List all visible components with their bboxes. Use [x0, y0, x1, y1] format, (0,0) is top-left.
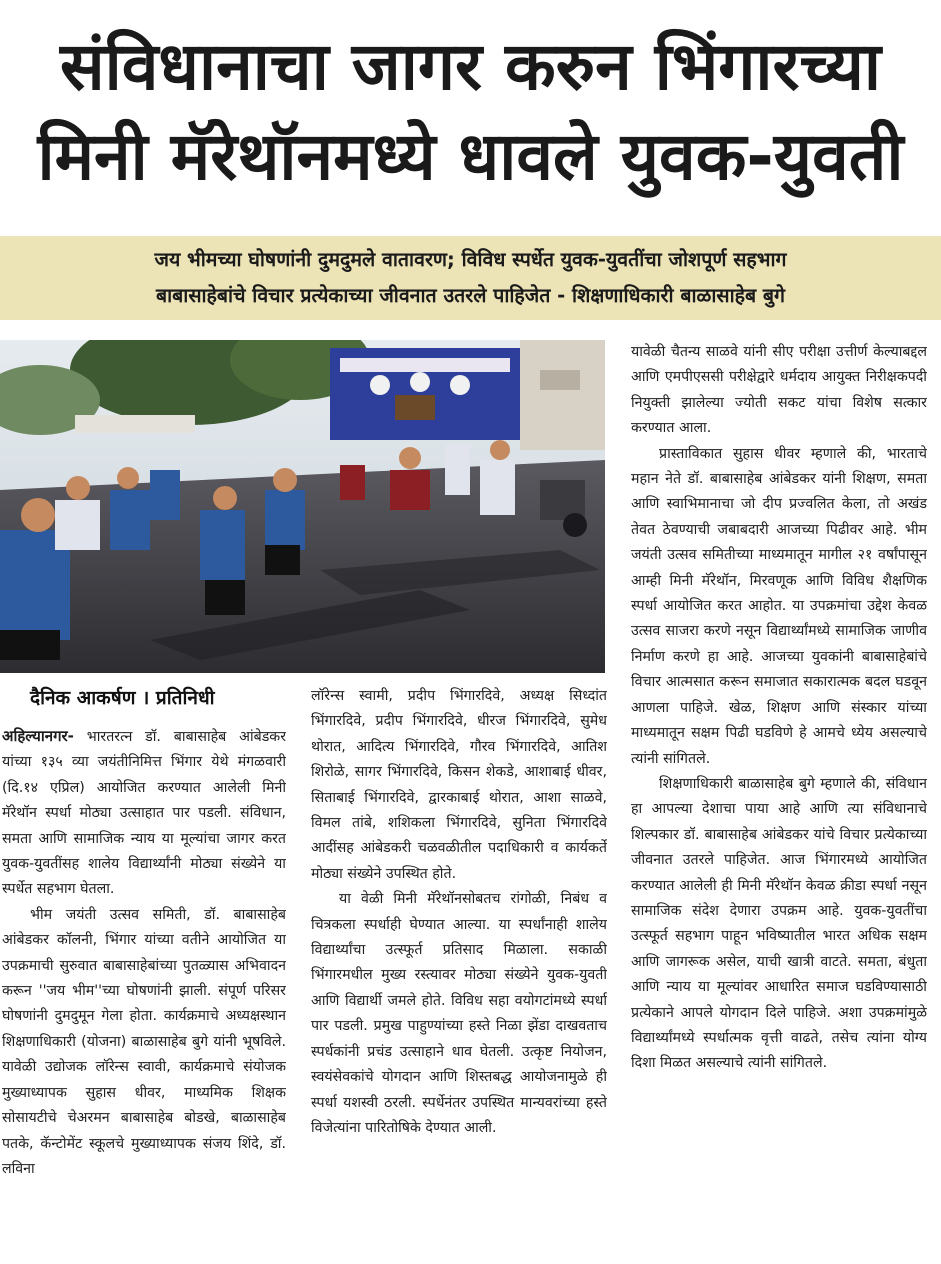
- subheading-line-1: जय भीमच्या घोषणांनी दुमदुमले वातावरण; विविध स्पर्धेत युवक-युवतींचा जोशपूर्ण सहभाग: [154, 248, 787, 271]
- article-text: भारतरत्न डॉ. बाबासाहेब आंबेडकर यांच्या १३५ व्या जयंतीनिमित्त भिंगार येथे मंगळवारी (दि.१४ एप्रिल) आयोजित करण्यात आलेली मिनी मॅरेथॉन स्पर्धा मोठ्या उत्साहात पार पडली. संविधान, समता आणि सामाजिक न्याय या मूल्यांचा जागर करत युवक-युवतींसह शालेय विद्यार्थ्यांनी मोठ्या संख्येने या स्पर्धेत सहभाग घेतला.: [2, 729, 286, 898]
- article-column-2: [311, 684, 607, 1254]
- subheading-band: [0, 236, 941, 320]
- dateline: अहिल्यानगर-: [2, 727, 74, 745]
- marathon-photo: [0, 340, 605, 673]
- headline-line-2: मिनी मॅरेथॉनमध्ये धावले युवक-युवती: [37, 118, 904, 195]
- article-column-3: [631, 340, 927, 1254]
- article-paragraph: लॉरेन्स स्वामी, प्रदीप भिंगारदिवे, अध्यक्ष सिध्दांत भिंगारदिवे, प्रदीप भिंगारदिवे, धीरज भिंगारदिवे, सुमेध थोरात, आदित्य भिंगारदिवे, गौरव भिंगारदिवे, आतिश शिरोळे, सागर भिंगारदिवे, किसन शेकडे, आशाबाई धीवर, सिताबाई भिंगारदिवे, द्वारकाबाई थोरात, आशा साळवे, विमल तांबे, शशिकला भिंगारदिवे, सुनिता भिंगारदिवे आदींसह आंबेडकरी चळवळीतील पदाधिकारी व कार्यकर्ते मोठ्या संख्येने उपस्थित होते.: [311, 688, 607, 882]
- article-paragraph: [2, 724, 286, 903]
- article-paragraph: प्रास्ताविकात सुहास धीवर म्हणाले की, भारताचे महान नेते डॉ. बाबासाहेब आंबेडकर यांनी शिक्षण, समता आणि स्वाभिमानाचा जो दीप प्रज्वलित केला, तो अखंड तेवत ठेवण्याची जबाबदारी आजच्या पिढीवर आहे. भीम जयंती उत्सव समितीच्या माध्यमातून मागील २१ वर्षांपासून आम्ही मिनी मॅरेथॉन, मिरवणूक आणि विविध शैक्षणिक स्पर्धा आयोजित करत आहोत. या उपक्रमांचा उद्देश केवळ उत्सव साजरा करणे नसून विद्यार्थ्यांमध्ये सामाजिक जाणीव निर्माण करणे हा आहे. आजच्या युवकांनी बाबासाहेबांचे विचार आत्मसात करून समाजात सकारात्मक बदल घडवून आणला पाहिजे. खेळ, शिक्षण आणि संस्कार यांच्या माध्यमातून सक्षम पिढी घडविणे हे आमचे ध्येय असल्याचे त्यांनी सांगितले.: [631, 445, 927, 767]
- headline: [0, 22, 941, 202]
- article-paragraph: या वेळी मिनी मॅरेथॉनसोबतच रांगोळी, निबंध व चित्रकला स्पर्धाही घेण्यात आल्या. या स्पर्धांनाही शालेय विद्यार्थ्यांचा उत्स्फूर्त प्रतिसाद मिळाला. सकाळी भिंगारमधील मुख्य रस्त्यावर मोठ्या संख्येने युवक-युवती आणि विद्यार्थी जमले होते. विविध सहा वयोगटांमध्ये स्पर्धा पार पडली. प्रमुख पाहुण्यांच्या हस्ते निळा झेंडा दाखवताच स्पर्धकांनी प्रचंड उत्साहाने धाव घेतली. उत्कृष्ट नियोजन, स्वयंसेवकांचे योगदान आणि शिस्तबद्ध आयोजनामुळे ही स्पर्धा यशस्वी ठरली. स्पर्धेनंतर उपस्थित मान्यवरांच्या हस्ते विजेत्यांना पारितोषिके देण्यात आली.: [311, 891, 607, 1136]
- byline: दैनिक आकर्षण । प्रतिनिधी: [30, 687, 215, 709]
- headline-line-1: संविधानाचा जागर करुन भिंगारच्या: [59, 28, 881, 105]
- marathon-photo-illustration: [0, 340, 605, 673]
- subheading-line-2: बाबासाहेबांचे विचार प्रत्येकाच्या जीवनात उतरले पाहिजेत - शिक्षणाधिकारी बाळासाहेब बुगे: [155, 284, 786, 307]
- article-paragraph: भीम जयंती उत्सव समिती, डॉ. बाबासाहेब आंबेडकर कॉलनी, भिंगार यांच्या वतीने आयोजित या उपक्रमाची सुरुवात बाबासाहेबांच्या पुतळ्यास अभिवादन करून ''जय भीम''च्या घोषणांनी झाली. संपूर्ण परिसर घोषणांनी दुमदुमून गेला होता. कार्यक्रमाचे अध्यक्षस्थान शिक्षणाधिकारी (योजना) बाळासाहेब बुगे यांनी भूषविले. यावेळी उद्योजक लॉरेन्स स्वावी, कार्यक्रमाचे संयोजक मुख्याध्यापक सुहास धीवर, माध्यमिक शिक्षक सोसायटीचे चेअरमन बाबासाहेब बोडखे, बाळासाहेब पतके, कॅन्टोमेंट स्कूलचे मुख्याध्यापक संजय शिंदे, डॉ. लविना: [2, 906, 286, 1177]
- article-paragraph: शिक्षणाधिकारी बाळासाहेब बुगे म्हणाले की, संविधान हा आपल्या देशाचा पाया आहे आणि त्या संविधानाचे शिल्पकार डॉ. बाबासाहेब आंबेडकर यांचे विचार प्रत्येकाच्या जीवनात उतरले पाहिजेत. आज भिंगारमध्ये आयोजित करण्यात आलेली ही मिनी मॅरेथॉन केवळ क्रीडा स्पर्धा नसून सामाजिक संदेश देणारा उपक्रम आहे. युवक-युवतींचा उत्स्फूर्त सहभाग पाहून भविष्यातील भारत अधिक सक्षम आणि जागरूक असेल, याची खात्री वाटते. समता, बंधुता आणि न्याय या मूल्यांवर आधारित समाज घडविण्यासाठी प्रत्येकाने आपले योगदान दिले पाहिजे. अशा उपक्रमांमुळे विद्यार्थ्यांमध्ये स्पर्धात्मक वृत्ती वाढते, तसेच त्यांना योग्य दिशा मिळत असल्याचे त्यांनी सांगितले.: [631, 775, 927, 1072]
- article-column-1: [2, 724, 286, 1254]
- article-paragraph: यावेळी चैतन्य साळवे यांनी सीए परीक्षा उत्तीर्ण केल्याबद्दल आणि एमपीएससी परीक्षेद्वारे धर्मदाय आयुक्त निरीक्षकपदी नियुक्ती झालेल्या ज्योती सकट यांचा विशेष सत्कार करण्यात आला.: [631, 344, 927, 437]
